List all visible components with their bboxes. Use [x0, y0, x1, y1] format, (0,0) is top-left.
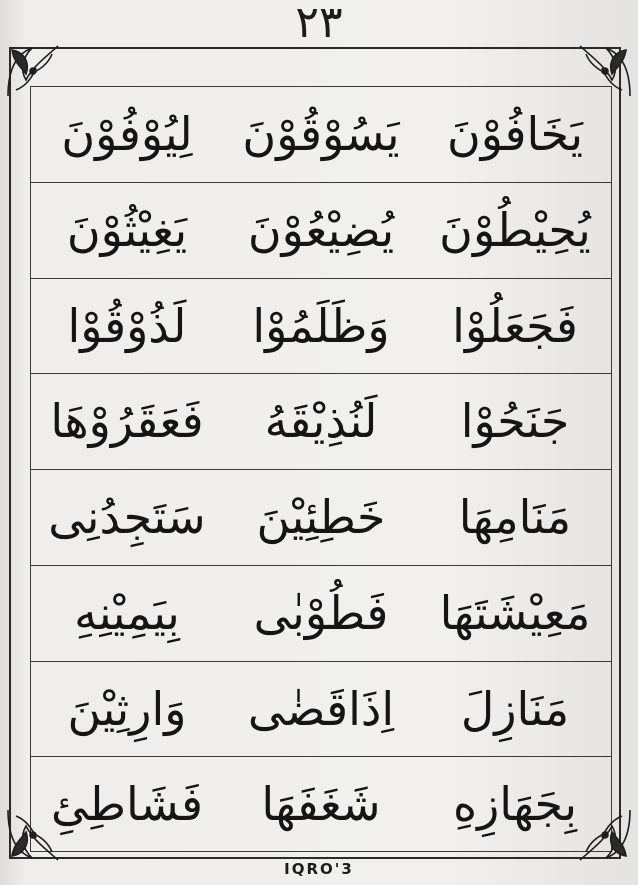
table-row: [30, 373, 612, 469]
word-middle: فَطُوْبٰى: [253, 585, 389, 640]
book-title-footer: IQRO'3: [284, 860, 354, 878]
word-left: فَشَاطِئِ: [51, 777, 203, 832]
word-right: يَخَافُوْنَ: [446, 106, 584, 161]
table-row: [30, 278, 612, 374]
word-middle: شَغَفَهَا: [261, 777, 381, 832]
word-middle: يَسُوْقُوْنَ: [242, 106, 400, 161]
table-row: [30, 661, 612, 757]
page-number: ٢٣: [295, 0, 343, 48]
word-middle: خَطِئِيْنَ: [256, 490, 386, 545]
table-row: [30, 182, 612, 278]
table-row: [30, 469, 612, 565]
word-left: وَارِثِيْنَ: [67, 681, 187, 736]
word-right: مَعِيْشَتَهَا: [439, 585, 591, 640]
table-row: [30, 86, 612, 182]
word-right: مَنَازِلَ: [460, 681, 570, 736]
word-left: يَغِيْثُوْنَ: [66, 202, 188, 257]
word-right: يُحِيْطُوْنَ: [439, 202, 591, 257]
word-middle: يُضِيْعُوْنَ: [247, 202, 395, 257]
floral-corner-ornament-icon: [2, 40, 64, 102]
table-row: [30, 565, 612, 661]
word-middle: اِذَاقَضٰى: [247, 681, 395, 736]
word-left: سَتَجِدُنِى: [48, 490, 206, 545]
word-left: لِيُوْفُوْنَ: [61, 106, 193, 161]
word-right: مَنَامِهَا: [458, 490, 572, 545]
word-right: جَنَحُوْا: [460, 394, 570, 449]
word-right: فَجَعَلُوْا: [452, 298, 578, 353]
floral-corner-ornament-icon: [574, 40, 636, 102]
word-left: لَذُوْقُوْا: [67, 298, 187, 353]
floral-corner-ornament-icon: [574, 804, 636, 866]
word-right: بِجَهَازِهِ: [452, 777, 578, 832]
table-row: [30, 756, 612, 852]
word-middle: وَظَلَمُوْا: [252, 298, 390, 353]
word-grid: [30, 86, 612, 852]
word-middle: لَنُذِيْقَهُ: [264, 394, 378, 449]
word-left: بِيَمِيْنِهِ: [74, 585, 180, 640]
word-left: فَعَقَرُوْهَا: [50, 394, 204, 449]
floral-corner-ornament-icon: [2, 804, 64, 866]
